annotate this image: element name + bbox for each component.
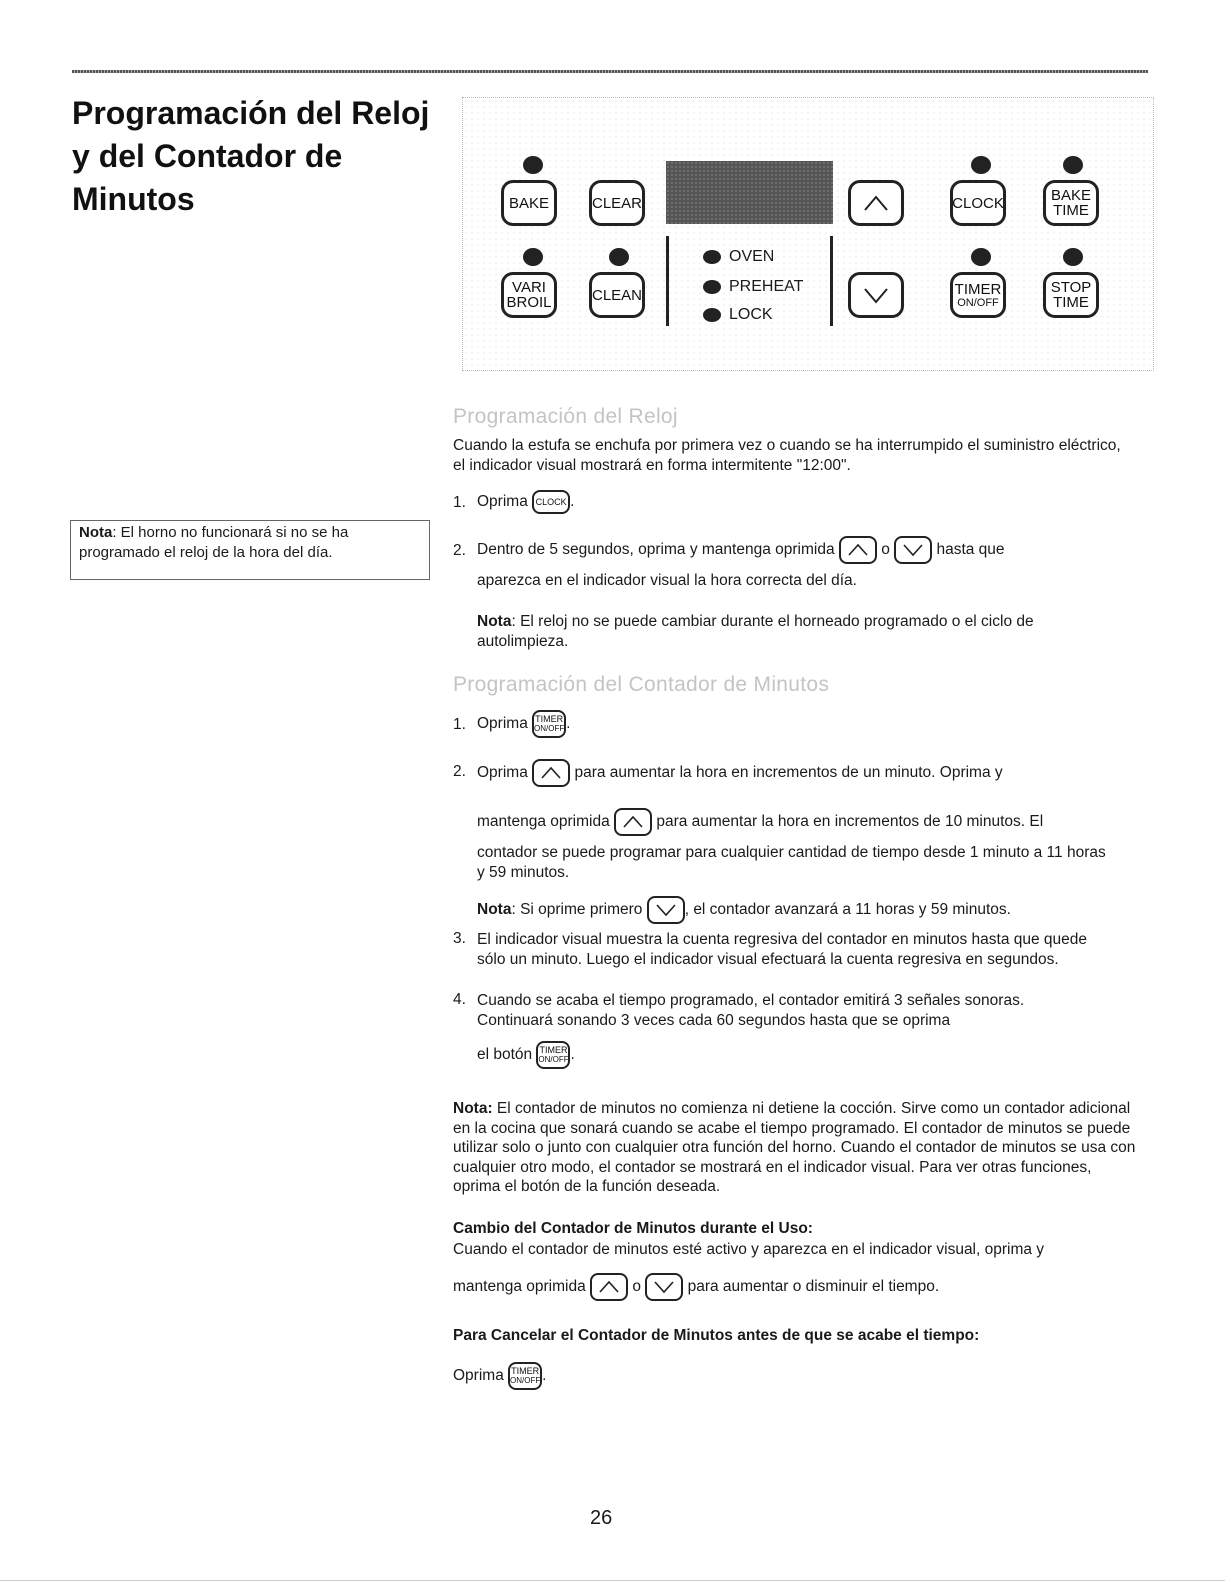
timer-step1-number: 1.	[453, 716, 466, 733]
inline-timer-label-1: TIMER	[539, 1045, 568, 1055]
inline-up-button	[614, 808, 652, 836]
status-divider-left	[666, 236, 669, 326]
timer-step2-text-b: para aumentar la hora en incrementos de un minuto. Oprima y	[574, 764, 1003, 782]
timer-step3: El indicador visual muestra la cuenta regresiva del contador en minutos hasta que quede sólo un minuto. Luego el indicador visual efectuará la cuenta regresiva en segundos.	[477, 931, 1088, 968]
inline-timer-button	[536, 1041, 570, 1069]
timer-step4-number: 4.	[453, 991, 466, 1008]
up-arrow-icon	[597, 1279, 621, 1295]
inline-timer-button	[532, 710, 566, 738]
inline-timer-label-2: ON/OFF	[538, 1055, 569, 1064]
stop-time-button-line-1: STOP	[1050, 279, 1092, 296]
timer-step2-number: 2.	[453, 763, 466, 780]
bake-time-button-line-2: TIME	[1053, 202, 1089, 219]
change-section-text-a: mantenga oprimida	[453, 1278, 586, 1296]
down-arrow-icon	[861, 284, 891, 306]
clock-note-text: : El reloj no se puede cambiar durante el horneado programado o el ciclo de autolimpieza.	[477, 613, 1034, 650]
timer-note-label: Nota	[477, 901, 512, 919]
clock-step1-text: Oprima	[477, 493, 528, 511]
clock-led-icon	[971, 156, 991, 174]
cancel-section-line: Oprima TIMER ON/OFF .	[453, 1362, 546, 1390]
inline-up-button	[532, 759, 570, 787]
timer-note	[477, 896, 1137, 924]
stop-time-led-icon	[1063, 248, 1083, 266]
side-note-text: : El horno no funcionará si no se ha programado el reloj de la hora del día.	[79, 524, 349, 561]
down-arrow-icon	[901, 542, 925, 558]
timer-step2-line1	[477, 759, 1157, 787]
inline-timer-label-2: ON/OFF	[534, 724, 565, 733]
up-arrow-icon	[861, 192, 891, 214]
timer-step2-text-a: Oprima	[477, 764, 528, 782]
timer-note-text-b: , el contador avanzará a 11 horas y 59 minutos.	[684, 901, 1011, 919]
inline-up-button	[590, 1273, 628, 1301]
panel-display	[666, 161, 833, 224]
clean-button	[589, 272, 645, 318]
bake-time-button-line-1: BAKE	[1050, 187, 1092, 204]
timer-step2-text-c: mantenga oprimida	[477, 813, 610, 831]
stop-time-button-line-2: TIME	[1053, 294, 1089, 311]
inline-down-button	[645, 1273, 683, 1301]
cancel-section-heading: Para Cancelar el Contador de Minutos antes de que se acabe el tiempo:	[453, 1327, 980, 1344]
vari-broil-led-icon	[523, 248, 543, 266]
panel-up-button	[848, 180, 904, 226]
vari-broil-button-line-1: VARI	[512, 279, 546, 296]
inline-timer-label-2: ON/OFF	[510, 1376, 541, 1385]
clock-section-title: Programación del Reloj	[453, 405, 678, 428]
clock-button-label: CLOCK	[952, 194, 1004, 212]
title-line-1: Programación del Reloj	[72, 95, 430, 131]
change-section-line1: Cuando el contador de minutos esté activo y aparezca en el indicador visual, oprima y	[453, 1241, 1045, 1258]
inline-clock-button	[532, 490, 570, 514]
timer-step2-line2	[477, 808, 1157, 836]
side-note-box	[70, 520, 430, 580]
bake-button	[501, 180, 557, 226]
general-note	[453, 1099, 1143, 1197]
timer-note-text-a: : Si oprime primero	[511, 901, 643, 919]
cancel-section-text: Oprima	[453, 1367, 504, 1385]
timer-step4-end: el botón TIMER ON/OFF .	[477, 1041, 575, 1069]
up-arrow-icon	[846, 542, 870, 558]
general-note-text: El contador de minutos no comienza ni detiene la cocción. Sirve como un contador adicional en la cocina que sonará cuando se acabe el tiempo programado. El contador de minutos se puede utilizar solo o junto con cualquier otra función del horno. Cuando el contador de minutos se usa con cualquier otro modo, el contador se mostrará en el indicador visual. Para ver otras funciones, oprima el botón de la función deseada.	[453, 1100, 1136, 1195]
change-section-heading: Cambio del Contador de Minutos durante el Uso:	[453, 1220, 813, 1237]
clock-step2-line2: aparezca en el indicador visual la hora correcta del día.	[477, 572, 857, 589]
up-arrow-icon	[539, 765, 563, 781]
change-section-text-b: para aumentar o disminuir el tiempo.	[687, 1278, 940, 1296]
inline-clock-label: CLOCK	[535, 496, 567, 507]
title-line-2: y del Contador de	[72, 138, 343, 174]
timer-step3-number: 3.	[453, 930, 466, 947]
top-rule	[72, 70, 1148, 73]
inline-up-button	[839, 536, 877, 564]
status-preheat-label: PREHEAT	[729, 278, 804, 295]
timer-step1-text: Oprima	[477, 715, 528, 733]
change-section-line2	[453, 1273, 939, 1301]
bake-button-label: BAKE	[508, 194, 550, 212]
control-panel-illustration	[462, 97, 1154, 371]
inline-down-button	[894, 536, 932, 564]
inline-timer-label-1: TIMER	[511, 1366, 540, 1376]
status-preheat	[703, 278, 803, 296]
inline-down-button	[647, 896, 685, 924]
status-lock-label: LOCK	[729, 306, 773, 323]
inline-timer-label-1: TIMER	[535, 714, 564, 724]
clock-step2-or: o	[881, 541, 890, 559]
clock-step2-line1	[477, 536, 1157, 564]
timer-step2-line3: contador se puede programar para cualquier cantidad de tiempo desde 1 minuto a 11 horas y 59 minutos.	[477, 844, 1106, 881]
inline-timer-button	[508, 1362, 542, 1390]
down-arrow-icon	[654, 902, 678, 918]
down-arrow-icon	[652, 1279, 676, 1295]
timer-button-line-1: TIMER	[954, 280, 1002, 298]
page-title	[72, 92, 432, 221]
vari-broil-button	[501, 272, 557, 318]
timer-button	[950, 272, 1006, 318]
general-note-label: Nota:	[453, 1100, 493, 1117]
preheat-indicator-icon	[703, 280, 721, 294]
panel-down-button	[848, 272, 904, 318]
page-number: 26	[590, 1507, 613, 1529]
status-lock	[703, 306, 773, 324]
bake-led-icon	[523, 156, 543, 174]
oven-indicator-icon	[703, 250, 721, 264]
clock-step1-number: 1.	[453, 494, 466, 511]
timer-step4: Cuando se acaba el tiempo programado, el contador emitirá 3 señales sonoras. Continuará sonando 3 veces cada 60 segundos hasta que se oprima	[477, 992, 1025, 1029]
timer-section-title: Programación del Contador de Minutos	[453, 673, 830, 696]
clock-button	[950, 180, 1006, 226]
timer-led-icon	[971, 248, 991, 266]
clock-note-label: Nota	[477, 613, 512, 630]
clock-step2-text-b: hasta que	[936, 541, 1005, 559]
stop-time-button	[1043, 272, 1099, 318]
status-oven	[703, 248, 774, 266]
clean-button-label: CLEAN	[591, 286, 643, 304]
clear-button	[589, 180, 645, 226]
clear-button-label: CLEAR	[591, 194, 643, 212]
status-divider-right	[830, 236, 833, 326]
bake-time-led-icon	[1063, 156, 1083, 174]
timer-step4-end-text: el botón	[477, 1046, 533, 1064]
lock-indicator-icon	[703, 308, 721, 322]
timer-button-line-2: ON/OFF	[957, 296, 999, 309]
clock-step1: Oprima CLOCK .	[477, 490, 574, 514]
title-line-3: Minutos	[72, 181, 195, 217]
clean-led-icon	[609, 248, 629, 266]
clock-step2-text-a: Dentro de 5 segundos, oprima y mantenga oprimida	[477, 541, 835, 559]
bake-time-button	[1043, 180, 1099, 226]
vari-broil-button-line-2: BROIL	[506, 294, 552, 311]
change-section-or: o	[632, 1278, 641, 1296]
timer-step1: Oprima TIMER ON/OFF .	[477, 710, 570, 738]
timer-step2-text-d: para aumentar la hora en incrementos de 10 minutos. El	[656, 813, 1044, 831]
clock-note	[477, 612, 1117, 651]
clock-step2-number: 2.	[453, 542, 466, 559]
bottom-rule	[0, 1580, 1225, 1581]
status-oven-label: OVEN	[729, 248, 775, 265]
up-arrow-icon	[621, 814, 645, 830]
clock-intro: Cuando la estufa se enchufa por primera vez o cuando se ha interrumpido el suministro eléctrico, el indicador visual mostrará en forma intermitente "12:00".	[453, 437, 1121, 474]
side-note-label: Nota	[79, 524, 113, 541]
